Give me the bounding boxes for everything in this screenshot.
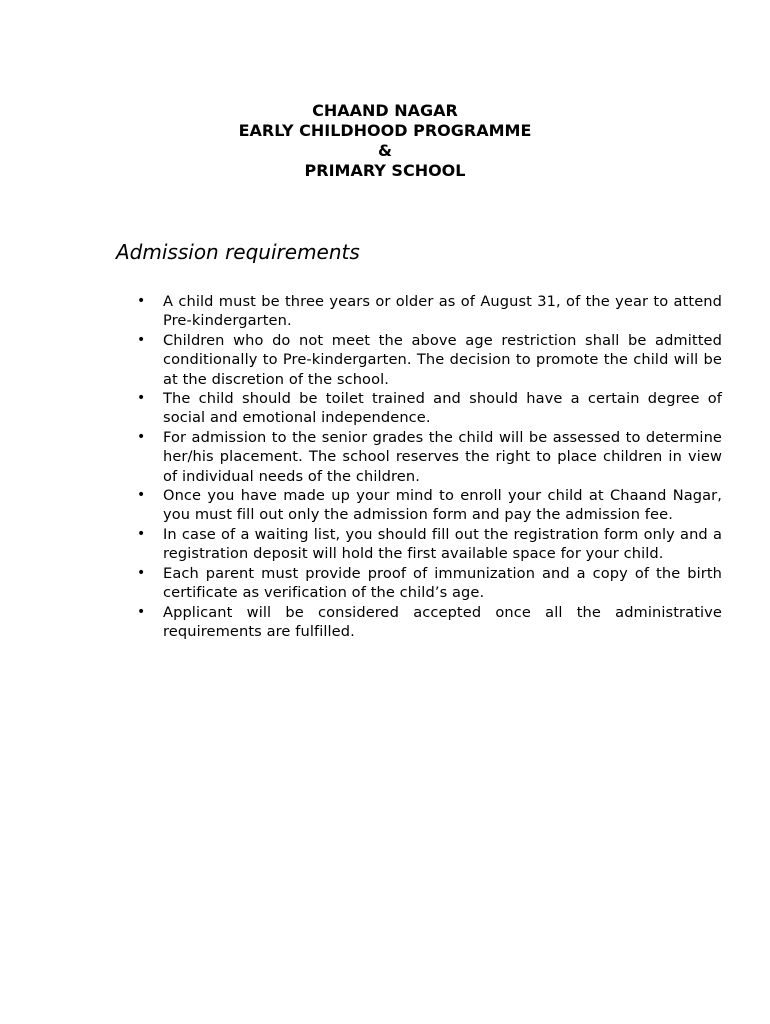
list-item-text: For admission to the senior grades the child will be assessed to determine her/his placement. The school reserves the right to place children in view of individual needs of the children.: [163, 428, 722, 485]
list-item-text: The child should be toilet trained and should have a certain degree of social and emotional independence.: [163, 390, 722, 427]
section-title: Admission requirements: [116, 240, 360, 264]
list-item-text: Each parent must provide proof of immunization and a copy of the birth certificate as verification of the child’s age.: [163, 564, 722, 602]
bullet-icon: •: [137, 603, 146, 620]
list-item: [137, 486, 722, 525]
list-item: [137, 603, 722, 642]
bullet-icon: •: [137, 428, 146, 445]
list-item: [137, 389, 722, 428]
list-item: [137, 428, 722, 486]
list-item-text: Applicant will be considered accepted once all the administrative requirements are fulfilled.: [163, 603, 722, 640]
bullet-icon: •: [137, 331, 146, 348]
school-header: [0, 101, 770, 181]
list-item-text: A child must be three years or older as of August 31, of the year to attend Pre-kindergarten.: [163, 293, 722, 330]
bullet-icon: •: [137, 487, 146, 504]
bullet-icon: •: [137, 390, 146, 407]
list-item-text: Children who do not meet the above age restriction shall be admitted conditionally to Pre-kindergarten. The decision to promote the child will be at the discretion of the school.: [163, 331, 722, 388]
header-school-name: CHAAND NAGAR: [312, 101, 458, 120]
list-item-text: Once you have made up your mind to enroll your child at Chaand Nagar, you must fill out only the admission form and pay the admission fee.: [163, 487, 722, 524]
header-programme: EARLY CHILDHOOD PROGRAMME: [238, 121, 532, 140]
bullet-icon: •: [137, 525, 146, 542]
bullet-icon: •: [137, 293, 146, 309]
list-item: [137, 331, 722, 389]
list-item: [137, 564, 722, 603]
header-ampersand: &: [378, 141, 392, 160]
list-item: [137, 292, 722, 331]
list-item-text: In case of a waiting list, you should fill out the registration form only and a registration deposit will hold the first available space for your child.: [163, 525, 722, 563]
requirements-list: [0, 292, 770, 641]
header-primary-school: PRIMARY SCHOOL: [304, 161, 466, 180]
list-item: [137, 525, 722, 564]
bullet-icon: •: [137, 564, 146, 581]
